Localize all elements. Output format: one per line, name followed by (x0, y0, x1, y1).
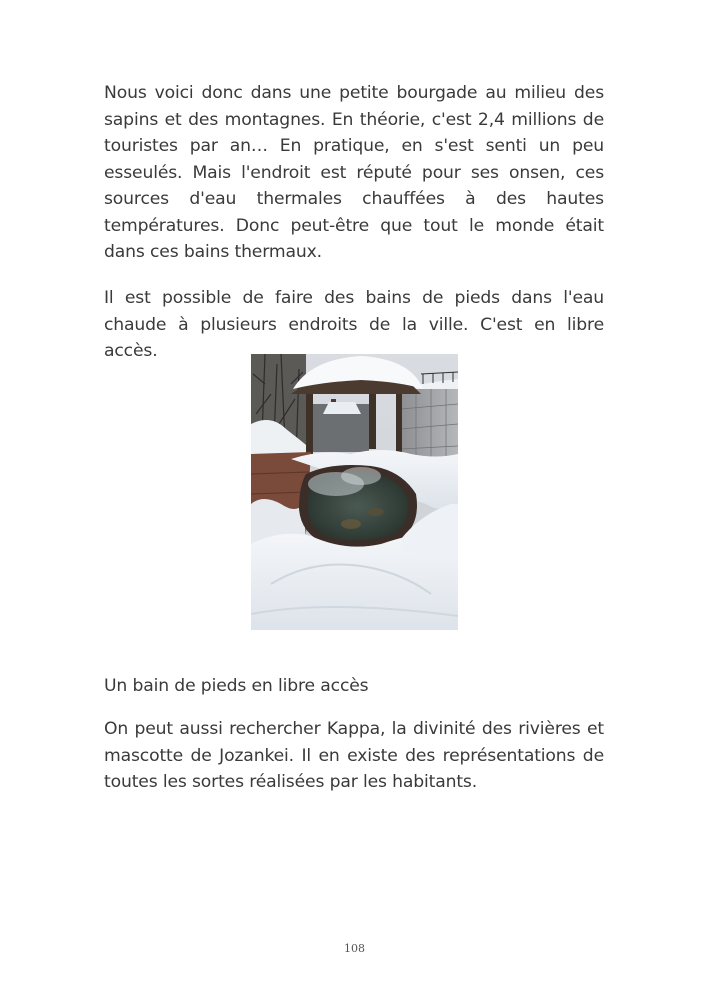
paragraph-kappa: On peut aussi rechercher Kappa, la divinité des rivières et mascotte de Jozankei. Il en existe des représentations de toutes les sortes réalisées par les habitants. (104, 719, 604, 792)
paragraph-foot-baths: Il est possible de faire des bains de pieds dans l'eau chaude à plusieurs endroits de la ville. C'est en libre accès. (104, 288, 604, 361)
figure-caption: Un bain de pieds en libre accès (104, 676, 369, 696)
page-number: 108 (344, 942, 365, 955)
paragraph-intro: Nous voici donc dans une petite bourgade au milieu des sapins et des montagnes. En théorie, c'est 2,4 millions de touristes par an… En pratique, en s'est senti un peu esseulés. Mais l'endroit est réputé pour ses onsen, ces sources d'eau thermales chauffées à des hautes températures. Donc peut-être que tout le monde était dans ces bains thermaux. (104, 83, 604, 262)
foot-bath-photo (251, 354, 458, 630)
